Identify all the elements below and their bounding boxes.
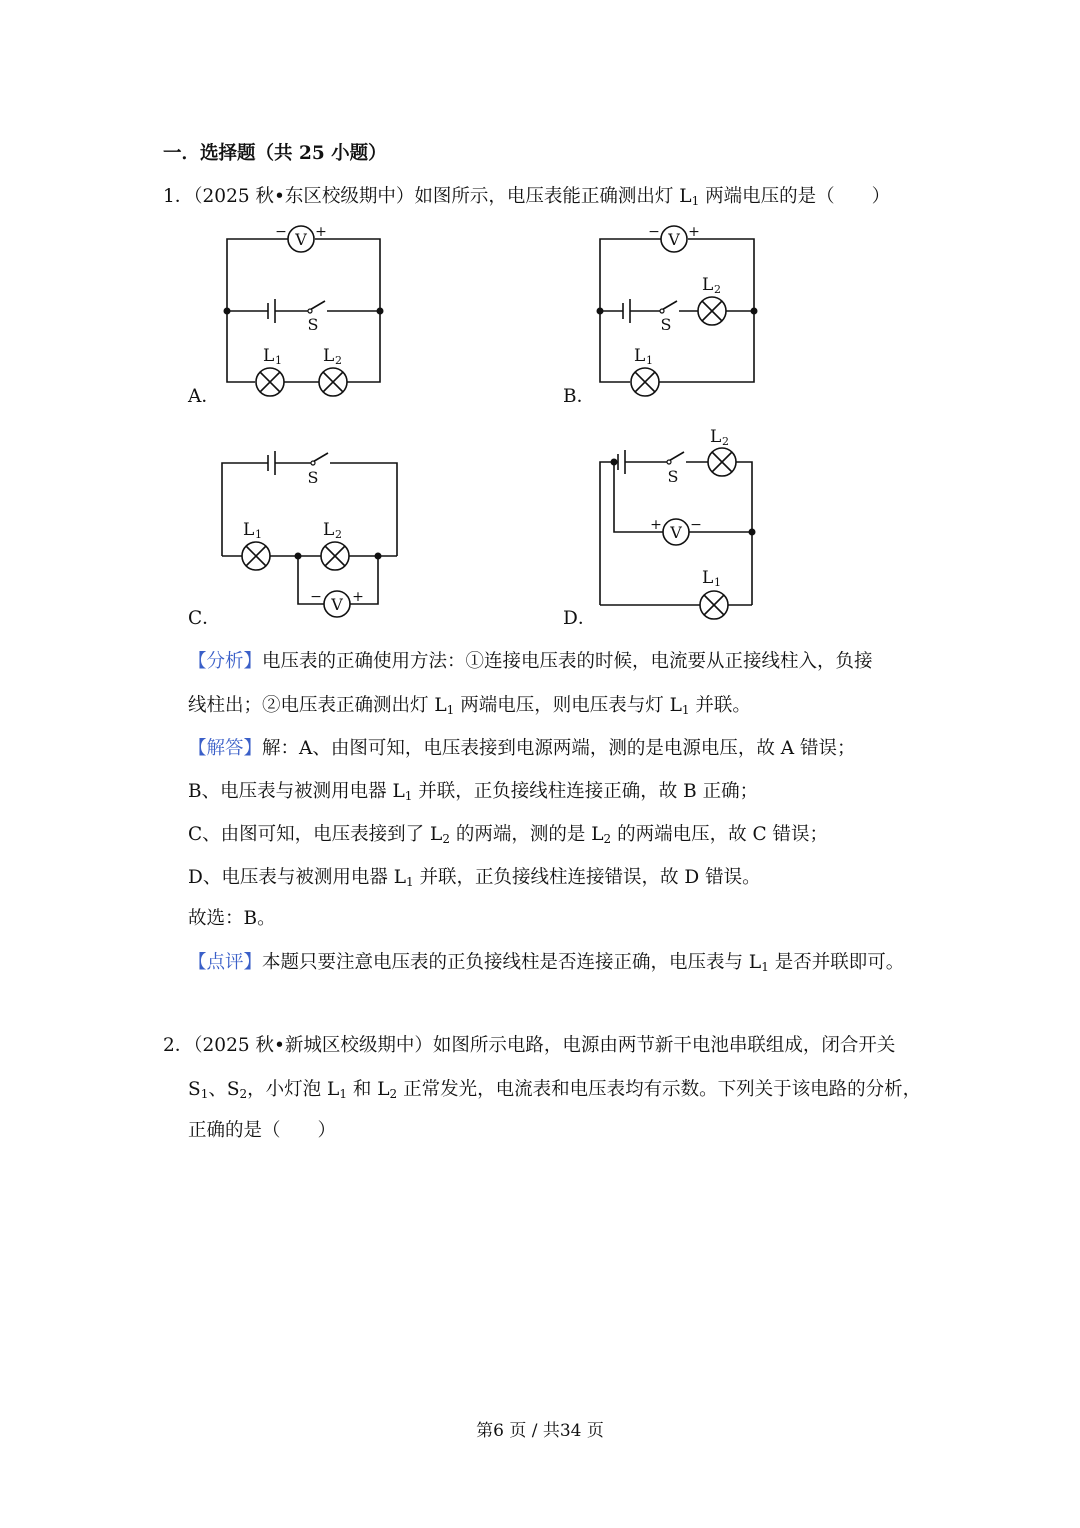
svg-text:1: 1 (275, 354, 282, 367)
svg-text:S: S (307, 468, 319, 487)
svg-text:L: L (263, 346, 275, 366)
question-1-stem: 1．（2025 秋•东区校级期中）如图所示，电压表能正确测出灯 $L_1$ 两端电压的是（ ） (163, 186, 891, 208)
circuit-diagram-b (590, 222, 770, 402)
svg-text:L: L (323, 520, 335, 540)
question-2-stem: 2．（2025 秋•新城区校级期中）如图所示电路，电源由两节新干电池串联组成，闭合开关 (163, 1035, 896, 1056)
answer-tag: 【解答】 (188, 738, 263, 759)
analysis-line-1: 【分析】电压表的正确使用方法：①连接电压表的时候，电流要从正接线柱入，负接 (188, 651, 873, 672)
svg-text:1: 1 (714, 576, 721, 589)
svg-text:L: L (243, 520, 255, 540)
svg-text:V: V (295, 230, 307, 249)
answer-line-b: B、电压表与被测用电器 $L_1$ 并联，正负接线柱连接正确，故 B 正确； (188, 781, 759, 803)
option-label-b: B． (563, 386, 596, 407)
section-title: 一．选择题（共 25 小题） (163, 143, 387, 164)
svg-text:1: 1 (646, 354, 653, 367)
analysis-line-2: 线柱出；②电压表正确测出灯 $L_1$ 两端电压，则电压表与灯 $L_1$ 并联。 (188, 695, 751, 717)
answer-choice: 故选：B。 (188, 908, 276, 929)
svg-text:1: 1 (255, 528, 262, 541)
svg-text:+: + (315, 224, 327, 240)
comment-line: 【点评】本题只要注意电压表的正负接线柱是否连接正确，电压表与 $L_1$ 是否并联即可。 (188, 952, 905, 974)
circuit-diagram-d (590, 425, 770, 620)
svg-text:S: S (660, 315, 672, 334)
svg-text:S: S (307, 315, 319, 334)
comment-tag: 【点评】 (188, 952, 263, 973)
svg-text:2: 2 (714, 283, 721, 296)
page-footer: 第6 页 / 共34 页 (476, 1421, 604, 1441)
answer-line-a: 【解答】解：A、由图可知，电压表接到电源两端，测的是电源电压，故 A 错误； (188, 738, 856, 759)
svg-text:V: V (670, 523, 682, 542)
question-source: （2025 秋•东区校级期中） (193, 186, 415, 207)
answer-line-d: D、电压表与被测用电器 $L_1$ 并联，正负接线柱连接错误，故 D 错误。 (188, 867, 761, 889)
svg-text:−: − (310, 589, 322, 605)
svg-text:L: L (710, 427, 722, 447)
svg-text:L: L (634, 346, 646, 366)
answer-line-c: C、由图可知，电压表接到了 $L_2$ 的两端，测的是 $L_2$ 的两端电压，故 C 错误； (188, 824, 828, 846)
analysis-tag: 【分析】 (188, 651, 263, 672)
svg-text:−: − (648, 224, 660, 240)
svg-text:L: L (702, 568, 714, 588)
svg-text:2: 2 (335, 354, 342, 367)
svg-text:+: + (688, 224, 700, 240)
question-source: （2025 秋•新城区校级期中） (193, 1035, 433, 1056)
option-label-c: C． (188, 608, 221, 629)
svg-text:+: + (650, 517, 662, 533)
question-number: 2． (163, 1035, 194, 1056)
svg-text:2: 2 (335, 528, 342, 541)
svg-text:V: V (331, 595, 343, 614)
question-2-line-3: 正确的是（ ） (188, 1120, 337, 1141)
svg-text:2: 2 (722, 435, 729, 448)
circuit-diagram-c (215, 448, 415, 620)
svg-text:L: L (323, 346, 335, 366)
svg-text:S: S (667, 467, 679, 486)
circuit-diagram-a (215, 222, 395, 402)
svg-text:L: L (702, 275, 714, 295)
svg-text:−: − (690, 517, 702, 533)
svg-text:V: V (668, 230, 680, 249)
option-label-a: A． (188, 386, 220, 407)
svg-text:−: − (275, 224, 287, 240)
question-number: 1． (163, 186, 194, 207)
svg-text:+: + (352, 589, 364, 605)
question-2-line-2: $S_1$、$S_2$，小灯泡 $L_1$ 和 $L_2$ 正常发光，电流表和电压表均有示数。下列关于该电路的分析， (188, 1079, 922, 1101)
option-label-d: D． (563, 608, 597, 629)
